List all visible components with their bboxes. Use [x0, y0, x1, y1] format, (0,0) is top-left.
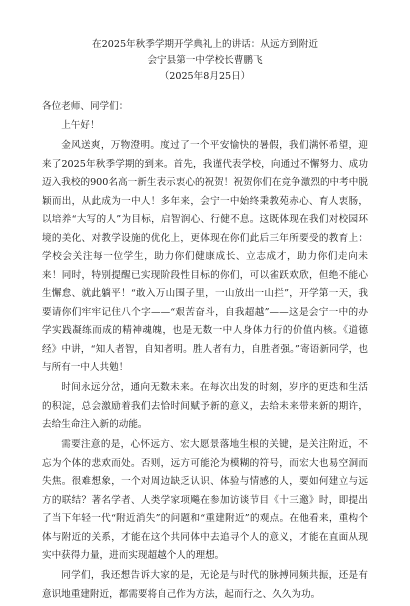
date-line: （2025年8月25日） — [159, 71, 251, 82]
paragraph-nearby: 需要注意的是，心怀远方、宏大愿景落地生根的关键，是关注附近，不忘为个体的悲欢而处。否则，远方可能沦为模糊的符号，而宏大也易空洞而失焦。很难想象，一个对周边缺乏认识、体验与情感的人，要如何建立与远方的联结？著名学者、人类学家项飚在参加访谈节目《十三邀》时，即提出了当下年轻一代“附近消失”的问题和“重建附近”的观点。在他看来，重构个体与附近的关系，才能在这个共同体中去追寻个人的意义，才能在直面从现实中获得力量，进而实现超越个人的理想。 — [42, 439, 368, 561]
paragraph-welcome: 金风送爽，万物澄明。度过了一个平安愉快的暑假，我们满怀希望，迎来了2025年秋季学期的到来。首先，我谨代表学校，向通过不懈努力、成功迈入我校的900名高一新生表示衷心的祝贺！祝贺你们在竞争激烈的中考中脱颖而出，从此成为一中人！多年来，会宁一中始终秉教苑赤心、育人衷肠，以培养“大写的人”为目标，启智润心、行健不息。这既体现在我们对校园环境的美化、对教学设施的优化上，更体现在你们此后三年所要受的教育上：学校会关注每一位学生，助力你们健康成长、立志成才，助力你们走向未来！同时，特别提醒已实现阶段性目标的你们，可以雀跃欢欣，但绝不能心生懈怠、就此躺平！“敢入万山围子里，一山放出一山拦”，开学第一天，我要请你们牢牢记住八个字——“艰苦奋斗，自我超越”——这是会宁一中的办学实践凝练而成的精神魂魄，也是无数一中人身体力行的价值内核。《道德经》中讲，“知人者智，自知者明。胜人者有力，自胜者强。”寄语新同学，也与所有一中人共勉！ — [42, 140, 368, 373]
speaker-line: 会宁县第一中学校长曹鹏飞 — [147, 55, 263, 66]
paragraph-time: 时间永远分岔，通向无数未来。在每次出发的时刻，岁序的更迭和生活的积淀，总会激励着我们去恰时间赋予新的意义，去给未来带来新的期许，去给生命注入新的动能。 — [42, 382, 368, 430]
document-title: 在2025年秋季学期开学典礼上的讲话：从远方到附近 — [92, 39, 318, 50]
paragraph-closing: 同学们，我还想告诉大家的是，无论是与时代的脉搏同频共振，还是有意识地重建附近，都需要将自己作为方法，起而行之、久久为功。 — [42, 570, 368, 600]
paragraph-greeting: 上午好！ — [61, 120, 100, 131]
salutation: 各位老师、同学们： — [42, 101, 129, 112]
speech-body — [42, 117, 368, 606]
